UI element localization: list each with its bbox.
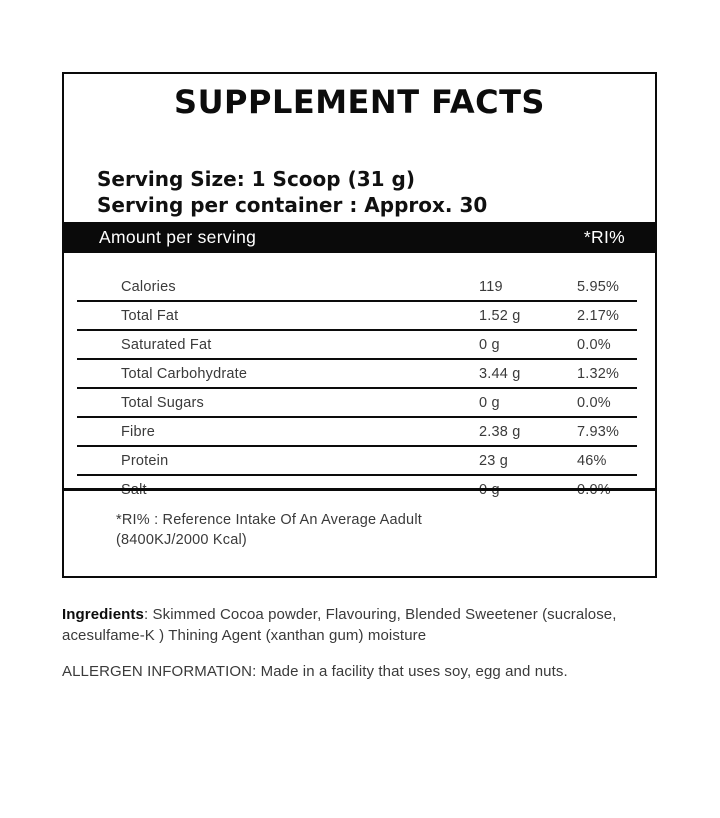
nutrient-amount: 0 g [479, 336, 500, 353]
table-row [77, 447, 637, 476]
nutrient-amount: 0 g [479, 394, 500, 411]
nutrient-ri: 2.17% [577, 307, 620, 324]
ingredients-label: Ingredients [62, 606, 144, 623]
table-row [77, 389, 637, 418]
nutrient-name: Fibre [121, 423, 156, 440]
serving-info [97, 166, 487, 218]
nutrient-ri: 0.0% [577, 394, 611, 411]
nutrient-ri: 5.95% [577, 278, 620, 295]
ri-footnote-line2: (8400KJ/2000 Kcal) [116, 532, 247, 548]
table-row [77, 331, 637, 360]
nutrient-name: Calories [121, 278, 176, 295]
table-row [77, 418, 637, 447]
ri-footnote [116, 510, 422, 550]
allergen-information: ALLERGEN INFORMATION: Made in a facility that uses soy, egg and nuts. [62, 663, 568, 680]
table-row [77, 302, 637, 331]
supplement-facts-title: SUPPLEMENT FACTS [174, 83, 545, 121]
nutrient-name: Total Sugars [121, 394, 204, 411]
ri-percent-header: *RI% [583, 227, 625, 247]
nutrient-amount: 1.52 g [479, 307, 521, 324]
ri-footnote-line1: *RI% : Reference Intake Of An Average Aadult [116, 512, 422, 528]
nutrient-table [77, 273, 637, 503]
supplement-facts-box [62, 72, 657, 578]
table-bottom-rule [64, 488, 655, 491]
nutrient-name: Saturated Fat [121, 336, 212, 353]
ingredients-paragraph [62, 604, 668, 646]
amount-per-serving-header: Amount per serving [99, 227, 257, 247]
table-row [77, 360, 637, 389]
nutrient-ri: 0.0% [577, 336, 611, 353]
nutrient-ri: 7.93% [577, 423, 620, 440]
servings-per-container-line: Serving per container : Approx. 30 [97, 193, 488, 217]
nutrient-name: Protein [121, 452, 169, 469]
nutrient-ri: 1.32% [577, 365, 620, 382]
nutrient-name: Total Fat [121, 307, 179, 324]
nutrient-amount: 2.38 g [479, 423, 521, 440]
nutrient-amount: 3.44 g [479, 365, 521, 382]
serving-size-line: Serving Size: 1 Scoop (31 g) [97, 167, 415, 191]
nutrient-amount: 23 g [479, 452, 509, 469]
nutrient-name: Total Carbohydrate [121, 365, 248, 382]
nutrient-ri: 46% [577, 452, 607, 469]
nutrient-amount: 119 [479, 278, 503, 295]
ingredients-text: : Skimmed Cocoa powder, Flavouring, Blended Sweetener (sucralose, acesulfame-K ) Thining Agent (xanthan gum) moisture [62, 606, 617, 644]
table-header-bar [64, 222, 655, 253]
table-row [77, 273, 637, 302]
